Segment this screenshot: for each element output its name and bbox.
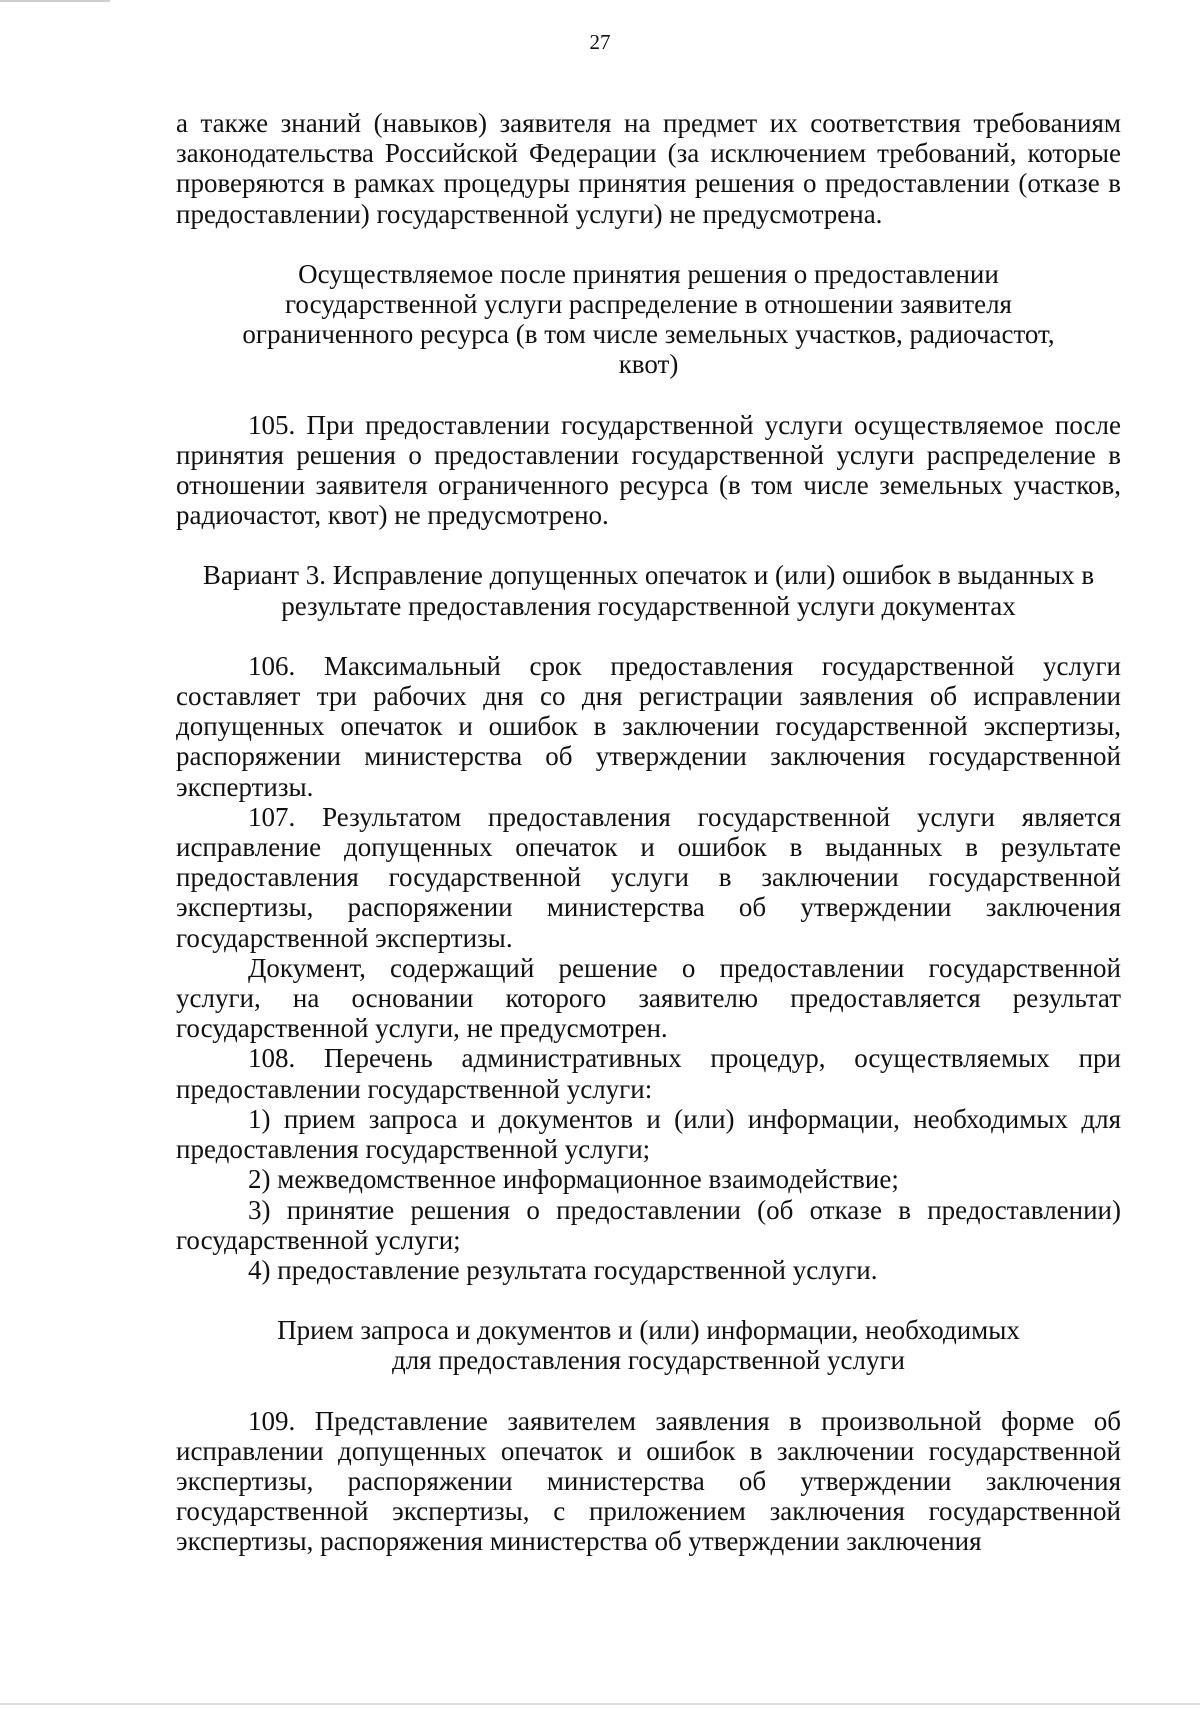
paragraph: 3) принятие решения о предоставлении (об отказе в предоставлении) государственной услуги; [176, 1194, 1121, 1255]
paragraph: 109. Представление заявителем заявления в произвольной форме об исправлении допущенных опечаток и ошибок в заключении государственной экспертизы, распоряжении министерства об утверждении заключения государственной экспертизы, с приложением заключения государственной экспертизы, распоряжения министерства об утверждении заключения [176, 1405, 1121, 1557]
document-body [176, 108, 1121, 1557]
paragraph: а также знаний (навыков) заявителя на предмет их соответствия требованиям законодательства Российской Федерации (за исключением требований, которые проверяются в рамках процедуры принятия решения о предоставлении (отказе в предоставлении) государственной услуги) не предусмотрена. [176, 108, 1121, 229]
paragraph: 108. Перечень административных процедур, осуществляемых при предоставлении государственной услуги: [176, 1043, 1121, 1104]
paragraph: 107. Результатом предоставления государственной услуги является исправление допущенных опечаток и ошибок в выданных в результате предоставления государственной услуги в заключении государственной экспертизы, распоряжении министерства об утверждении заключения государственной экспертизы. [176, 801, 1121, 953]
paragraph: 4) предоставление результата государственной услуги. [248, 1254, 878, 1285]
section-heading: Осуществляемое после принятия решения о предоставлении государственной услуги распределение в отношении заявителя ограниченного ресурса (в том числе земельных участков, радиочастот, квот) [242, 258, 1055, 380]
page-number: 27 [589, 30, 611, 54]
paragraph: 105. При предоставлении государственной услуги осуществляемое после принятия решения о предоставлении государственной услуги распределение в отношении заявителя ограниченного ресурса (в том числе земельных участков, радиочастот, квот) не предусмотрено. [176, 409, 1121, 531]
paragraph: 106. Максимальный срок предоставления государственной услуги составляет три рабочих дня со дня регистрации заявления об исправлении допущенных опечаток и ошибок в заключении государственной экспертизы, распоряжении министерства об утверждении заключения государственной экспертизы. [176, 650, 1121, 802]
section-heading: Вариант 3. Исправление допущенных опечаток и (или) ошибок в выданных в результате предоставления государственной услуги документах [202, 560, 1095, 621]
scan-edge-bottom [0, 1703, 1200, 1705]
paragraph: Документ, содержащий решение о предоставлении государственной услуги, на основании которого заявителю предоставляется результат государственной услуги, не предусмотрен. [176, 952, 1121, 1044]
paragraph: 1) прием запроса и документов и (или) информации, необходимых для предоставления государственной услуги; [176, 1103, 1121, 1165]
scan-edge-top [0, 0, 110, 2]
paragraph: 2) межведомственное информационное взаимодействие; [248, 1164, 899, 1195]
section-heading: Прием запроса и документов и (или) информации, необходимых для предоставления государственной услуги [277, 1315, 1020, 1376]
